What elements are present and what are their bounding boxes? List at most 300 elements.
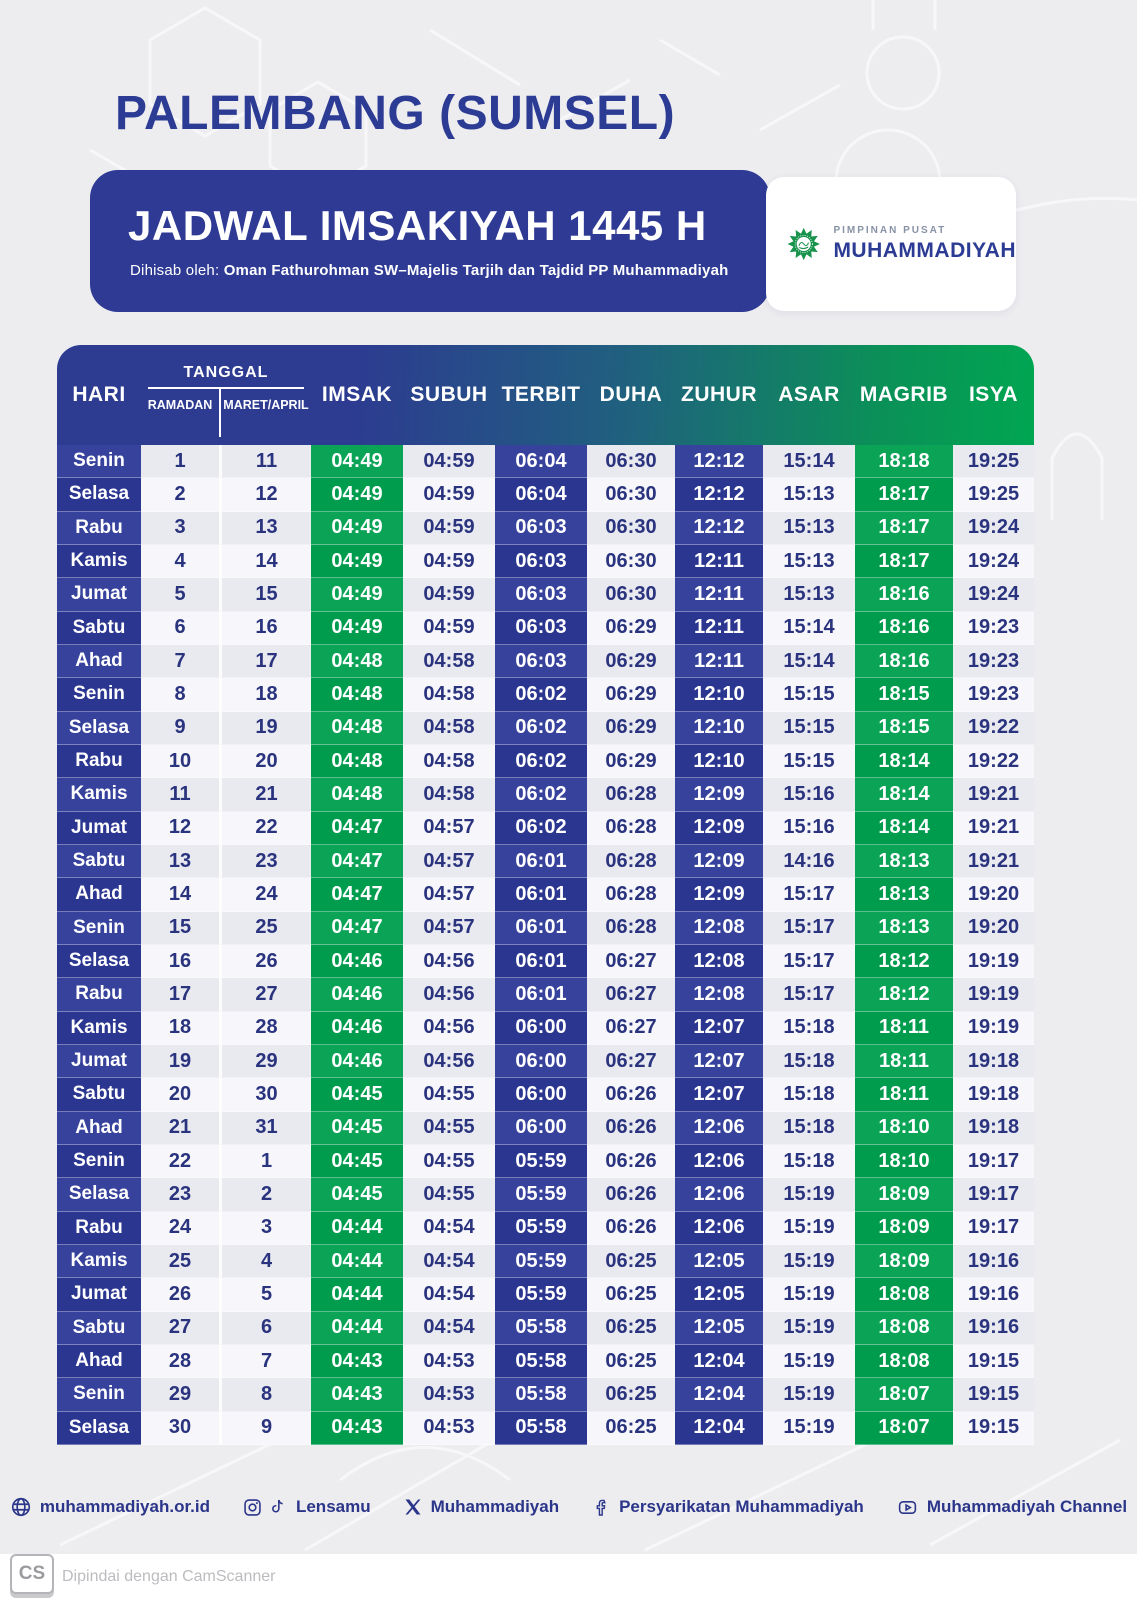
cell-imsak: 04:49 — [311, 612, 403, 645]
cell-terbit: 06:00 — [495, 1045, 587, 1078]
cell-imsak: 04:44 — [311, 1212, 403, 1245]
cell-maret-april: 5 — [219, 1278, 311, 1311]
cell-subuh: 04:53 — [403, 1378, 495, 1411]
cell-magrib: 18:10 — [855, 1112, 953, 1145]
cell-subuh: 04:53 — [403, 1412, 495, 1445]
cell-imsak: 04:47 — [311, 812, 403, 845]
cell-isya: 19:19 — [953, 1012, 1034, 1045]
cell-duha: 06:26 — [587, 1178, 675, 1211]
cell-zuhur: 12:07 — [675, 1045, 763, 1078]
cell-magrib: 18:09 — [855, 1178, 953, 1211]
cell-zuhur: 12:07 — [675, 1078, 763, 1111]
cell-ramadan: 2 — [141, 478, 219, 511]
cell-magrib: 18:13 — [855, 912, 953, 945]
cell-duha: 06:29 — [587, 745, 675, 778]
cell-asar: 15:15 — [763, 745, 855, 778]
social-item-icons — [896, 1497, 919, 1518]
cell-zuhur: 12:11 — [675, 578, 763, 611]
cell-terbit: 06:03 — [495, 612, 587, 645]
cell-maret-april: 18 — [219, 678, 311, 711]
cell-hari: Ahad — [57, 645, 141, 678]
cell-maret-april: 24 — [219, 878, 311, 911]
cell-duha: 06:25 — [587, 1245, 675, 1278]
column-header-isya: ISYA — [968, 383, 1019, 406]
cell-maret-april: 21 — [219, 778, 311, 811]
cell-isya: 19:21 — [953, 845, 1034, 878]
cell-maret-april: 8 — [219, 1378, 311, 1411]
cell-duha: 06:27 — [587, 978, 675, 1011]
table-row — [57, 1312, 1034, 1345]
youtube-icon — [896, 1497, 919, 1518]
column-header-ramadan: RAMADAN — [147, 397, 213, 412]
table-row — [57, 712, 1034, 745]
cell-zuhur: 12:09 — [675, 778, 763, 811]
cell-asar: 15:18 — [763, 1078, 855, 1111]
cell-magrib: 18:11 — [855, 1045, 953, 1078]
cell-isya: 19:15 — [953, 1412, 1034, 1445]
table-row — [57, 1378, 1034, 1411]
cell-hari: Senin — [57, 1145, 141, 1178]
cell-imsak: 04:49 — [311, 478, 403, 511]
cell-terbit: 06:02 — [495, 778, 587, 811]
cell-hari: Kamis — [57, 545, 141, 578]
cell-duha: 06:28 — [587, 778, 675, 811]
cell-terbit: 06:02 — [495, 745, 587, 778]
cell-zuhur: 12:04 — [675, 1412, 763, 1445]
cell-ramadan: 3 — [141, 512, 219, 545]
cell-magrib: 18:15 — [855, 678, 953, 711]
cell-isya: 19:21 — [953, 812, 1034, 845]
cell-zuhur: 12:09 — [675, 878, 763, 911]
cell-maret-april: 11 — [219, 445, 311, 478]
cell-ramadan: 21 — [141, 1112, 219, 1145]
imsakiyah-table — [57, 345, 1034, 1445]
table-row — [57, 778, 1034, 811]
cell-hari: Kamis — [57, 1012, 141, 1045]
cell-maret-april: 17 — [219, 645, 311, 678]
column-header-asar: ASAR — [778, 383, 840, 406]
cell-hari: Selasa — [57, 945, 141, 978]
cell-subuh: 04:56 — [403, 1012, 495, 1045]
cell-ramadan: 28 — [141, 1345, 219, 1378]
cell-subuh: 04:54 — [403, 1278, 495, 1311]
cell-imsak: 04:45 — [311, 1078, 403, 1111]
cell-terbit: 06:04 — [495, 478, 587, 511]
cell-magrib: 18:08 — [855, 1312, 953, 1345]
cell-duha: 06:26 — [587, 1212, 675, 1245]
cell-maret-april: 30 — [219, 1078, 311, 1111]
cell-asar: 15:17 — [763, 978, 855, 1011]
cell-duha: 06:30 — [587, 578, 675, 611]
cell-subuh: 04:53 — [403, 1345, 495, 1378]
cell-imsak: 04:46 — [311, 978, 403, 1011]
cell-asar: 15:15 — [763, 678, 855, 711]
cell-subuh: 04:59 — [403, 445, 495, 478]
cell-magrib: 18:18 — [855, 445, 953, 478]
cell-ramadan: 26 — [141, 1278, 219, 1311]
cell-magrib: 18:09 — [855, 1245, 953, 1278]
cell-zuhur: 12:04 — [675, 1378, 763, 1411]
cell-subuh: 04:55 — [403, 1178, 495, 1211]
cell-duha: 06:26 — [587, 1078, 675, 1111]
cell-hari: Jumat — [57, 1278, 141, 1311]
cell-magrib: 18:14 — [855, 812, 953, 845]
tanggal-subheaders — [141, 389, 311, 437]
cell-terbit: 05:59 — [495, 1178, 587, 1211]
cell-magrib: 18:16 — [855, 612, 953, 645]
cell-hari: Jumat — [57, 812, 141, 845]
cell-zuhur: 12:05 — [675, 1312, 763, 1345]
cell-duha: 06:25 — [587, 1312, 675, 1345]
cell-magrib: 18:17 — [855, 512, 953, 545]
cell-duha: 06:26 — [587, 1112, 675, 1145]
cell-isya: 19:18 — [953, 1078, 1034, 1111]
facebook-icon — [591, 1497, 611, 1518]
cell-ramadan: 27 — [141, 1312, 219, 1345]
cell-ramadan: 24 — [141, 1212, 219, 1245]
column-header-subuh: SUBUH — [410, 383, 488, 406]
cell-hari: Ahad — [57, 1345, 141, 1378]
cell-hari: Sabtu — [57, 1078, 141, 1111]
cell-asar: 14:16 — [763, 845, 855, 878]
cell-ramadan: 1 — [141, 445, 219, 478]
cell-duha: 06:25 — [587, 1278, 675, 1311]
cell-isya: 19:17 — [953, 1145, 1034, 1178]
cell-hari: Rabu — [57, 978, 141, 1011]
cell-subuh: 04:58 — [403, 712, 495, 745]
cell-subuh: 04:59 — [403, 545, 495, 578]
cell-zuhur: 12:06 — [675, 1112, 763, 1145]
cell-subuh: 04:55 — [403, 1145, 495, 1178]
cell-duha: 06:28 — [587, 812, 675, 845]
cell-imsak: 04:46 — [311, 1012, 403, 1045]
cell-hari: Ahad — [57, 878, 141, 911]
cell-terbit: 05:59 — [495, 1245, 587, 1278]
cell-maret-april: 20 — [219, 745, 311, 778]
cell-ramadan: 17 — [141, 978, 219, 1011]
cell-duha: 06:30 — [587, 545, 675, 578]
cell-zuhur: 12:12 — [675, 478, 763, 511]
cell-hari: Sabtu — [57, 845, 141, 878]
cell-subuh: 04:57 — [403, 812, 495, 845]
table-row — [57, 1112, 1034, 1145]
cell-subuh: 04:55 — [403, 1112, 495, 1145]
cell-asar: 15:14 — [763, 645, 855, 678]
cell-isya: 19:20 — [953, 912, 1034, 945]
cell-imsak: 04:48 — [311, 645, 403, 678]
cell-subuh: 04:55 — [403, 1078, 495, 1111]
cell-ramadan: 11 — [141, 778, 219, 811]
cell-imsak: 04:46 — [311, 945, 403, 978]
cell-zuhur: 12:05 — [675, 1278, 763, 1311]
cell-zuhur: 12:04 — [675, 1345, 763, 1378]
cell-isya: 19:15 — [953, 1345, 1034, 1378]
cell-imsak: 04:47 — [311, 912, 403, 945]
cell-maret-april: 4 — [219, 1245, 311, 1278]
cell-asar: 15:18 — [763, 1145, 855, 1178]
cell-maret-april: 23 — [219, 845, 311, 878]
table-row — [57, 978, 1034, 1011]
cell-ramadan: 20 — [141, 1078, 219, 1111]
cell-asar: 15:13 — [763, 478, 855, 511]
cell-asar: 15:19 — [763, 1278, 855, 1311]
column-header-tanggal: TANGGAL — [183, 363, 269, 381]
cell-terbit: 05:58 — [495, 1345, 587, 1378]
cell-zuhur: 12:08 — [675, 978, 763, 1011]
cell-hari: Kamis — [57, 1245, 141, 1278]
cell-ramadan: 23 — [141, 1178, 219, 1211]
cell-subuh: 04:54 — [403, 1245, 495, 1278]
cell-imsak: 04:49 — [311, 545, 403, 578]
cell-maret-april: 25 — [219, 912, 311, 945]
camscanner-logo: CS — [10, 1554, 54, 1594]
cell-isya: 19:25 — [953, 478, 1034, 511]
cell-terbit: 06:00 — [495, 1112, 587, 1145]
cell-asar: 15:19 — [763, 1345, 855, 1378]
cell-duha: 06:27 — [587, 945, 675, 978]
cell-isya: 19:17 — [953, 1212, 1034, 1245]
cell-terbit: 06:02 — [495, 712, 587, 745]
cell-ramadan: 29 — [141, 1378, 219, 1411]
cell-ramadan: 12 — [141, 812, 219, 845]
cell-imsak: 04:45 — [311, 1178, 403, 1211]
cell-terbit: 06:01 — [495, 945, 587, 978]
cell-ramadan: 18 — [141, 1012, 219, 1045]
cell-asar: 15:19 — [763, 1378, 855, 1411]
cell-imsak: 04:47 — [311, 878, 403, 911]
cell-terbit: 05:59 — [495, 1145, 587, 1178]
table-header — [57, 345, 1034, 445]
table-row — [57, 912, 1034, 945]
column-header-zuhur: ZUHUR — [681, 383, 757, 406]
cell-isya: 19:23 — [953, 645, 1034, 678]
cell-maret-april: 1 — [219, 1145, 311, 1178]
cell-zuhur: 12:09 — [675, 812, 763, 845]
cell-ramadan: 22 — [141, 1145, 219, 1178]
logo-text — [833, 225, 1016, 263]
cell-duha: 06:30 — [587, 478, 675, 511]
cell-zuhur: 12:10 — [675, 745, 763, 778]
cell-hari: Sabtu — [57, 612, 141, 645]
cell-isya: 19:19 — [953, 945, 1034, 978]
table-row — [57, 1045, 1034, 1078]
cell-hari: Senin — [57, 445, 141, 478]
cell-asar: 15:15 — [763, 712, 855, 745]
social-item-icons — [591, 1497, 611, 1518]
cell-ramadan: 13 — [141, 845, 219, 878]
cell-zuhur: 12:09 — [675, 845, 763, 878]
cell-maret-april: 9 — [219, 1412, 311, 1445]
cell-hari: Selasa — [57, 478, 141, 511]
logo-line1: PIMPINAN PUSAT — [833, 225, 947, 236]
cell-asar: 15:13 — [763, 545, 855, 578]
cell-asar: 15:13 — [763, 512, 855, 545]
cell-subuh: 04:57 — [403, 912, 495, 945]
cell-subuh: 04:56 — [403, 1045, 495, 1078]
cell-imsak: 04:49 — [311, 512, 403, 545]
cell-hari: Senin — [57, 912, 141, 945]
muhammadiyah-logo-card — [766, 177, 1016, 311]
cell-duha: 06:25 — [587, 1345, 675, 1378]
table-row — [57, 812, 1034, 845]
cell-isya: 19:24 — [953, 545, 1034, 578]
cell-imsak: 04:43 — [311, 1378, 403, 1411]
cell-duha: 06:28 — [587, 912, 675, 945]
table-row — [57, 1412, 1034, 1445]
table-row — [57, 478, 1034, 511]
cell-hari: Sabtu — [57, 1312, 141, 1345]
table-row — [57, 512, 1034, 545]
social-bar — [0, 1496, 1137, 1518]
cell-maret-april: 12 — [219, 478, 311, 511]
cell-hari: Rabu — [57, 512, 141, 545]
cell-imsak: 04:43 — [311, 1412, 403, 1445]
column-header-magrib: MAGRIB — [859, 383, 949, 406]
table-row — [57, 645, 1034, 678]
cell-isya: 19:24 — [953, 512, 1034, 545]
cell-terbit: 06:01 — [495, 878, 587, 911]
cell-terbit: 05:58 — [495, 1378, 587, 1411]
cell-maret-april: 13 — [219, 512, 311, 545]
column-header-tanggal-group — [141, 345, 311, 445]
cell-magrib: 18:16 — [855, 645, 953, 678]
cell-terbit: 06:03 — [495, 512, 587, 545]
cell-zuhur: 12:12 — [675, 512, 763, 545]
cell-hari: Selasa — [57, 1178, 141, 1211]
cell-terbit: 06:03 — [495, 578, 587, 611]
column-header-terbit: TERBIT — [501, 383, 581, 406]
cell-ramadan: 6 — [141, 612, 219, 645]
cell-zuhur: 12:11 — [675, 645, 763, 678]
cell-maret-april: 6 — [219, 1312, 311, 1345]
social-item-youtube — [896, 1497, 1127, 1518]
cell-maret-april: 31 — [219, 1112, 311, 1145]
cell-magrib: 18:09 — [855, 1212, 953, 1245]
cell-isya: 19:21 — [953, 778, 1034, 811]
cell-asar: 15:19 — [763, 1245, 855, 1278]
cell-terbit: 05:59 — [495, 1278, 587, 1311]
cell-isya: 19:16 — [953, 1278, 1034, 1311]
cell-zuhur: 12:06 — [675, 1212, 763, 1245]
cell-terbit: 06:03 — [495, 545, 587, 578]
social-item-x — [403, 1497, 559, 1517]
table-row — [57, 1278, 1034, 1311]
cell-ramadan: 5 — [141, 578, 219, 611]
cell-asar: 15:14 — [763, 445, 855, 478]
table-row — [57, 545, 1034, 578]
cell-imsak: 04:44 — [311, 1245, 403, 1278]
cell-terbit: 06:01 — [495, 845, 587, 878]
cell-terbit: 05:58 — [495, 1412, 587, 1445]
cell-asar: 15:18 — [763, 1045, 855, 1078]
cell-magrib: 18:13 — [855, 845, 953, 878]
table-row — [57, 612, 1034, 645]
cell-isya: 19:22 — [953, 712, 1034, 745]
cell-subuh: 04:57 — [403, 878, 495, 911]
cell-zuhur: 12:05 — [675, 1245, 763, 1278]
social-item-instagram — [242, 1497, 371, 1518]
cell-maret-april: 22 — [219, 812, 311, 845]
column-header-imsak: IMSAK — [321, 383, 393, 406]
table-row — [57, 878, 1034, 911]
cell-terbit: 06:01 — [495, 978, 587, 1011]
column-header-duha: DUHA — [599, 383, 663, 406]
cell-duha: 06:27 — [587, 1012, 675, 1045]
cell-duha: 06:25 — [587, 1378, 675, 1411]
cell-terbit: 05:58 — [495, 1312, 587, 1345]
cell-imsak: 04:45 — [311, 1145, 403, 1178]
cell-maret-april: 2 — [219, 1178, 311, 1211]
cell-imsak: 04:44 — [311, 1312, 403, 1345]
cell-imsak: 04:48 — [311, 745, 403, 778]
cell-asar: 15:18 — [763, 1112, 855, 1145]
cell-duha: 06:30 — [587, 445, 675, 478]
social-item-globe — [10, 1496, 210, 1518]
cell-ramadan: 10 — [141, 745, 219, 778]
cell-ramadan: 14 — [141, 878, 219, 911]
cell-isya: 19:18 — [953, 1112, 1034, 1145]
cell-maret-april: 26 — [219, 945, 311, 978]
cell-duha: 06:29 — [587, 712, 675, 745]
cell-subuh: 04:59 — [403, 612, 495, 645]
cell-duha: 06:30 — [587, 512, 675, 545]
camscanner-label: Dipindai dengan CamScanner — [62, 1568, 276, 1585]
table-row — [57, 445, 1034, 478]
cell-subuh: 04:59 — [403, 578, 495, 611]
cell-magrib: 18:15 — [855, 712, 953, 745]
cell-zuhur: 12:06 — [675, 1178, 763, 1211]
cell-terbit: 06:02 — [495, 812, 587, 845]
cell-ramadan: 19 — [141, 1045, 219, 1078]
cell-terbit: 06:04 — [495, 445, 587, 478]
cell-hari: Selasa — [57, 712, 141, 745]
social-item-label: Persyarikatan Muhammadiyah — [619, 1497, 864, 1516]
social-item-icons — [10, 1496, 32, 1518]
cell-maret-april: 14 — [219, 545, 311, 578]
cell-duha: 06:28 — [587, 845, 675, 878]
cell-subuh: 04:56 — [403, 978, 495, 1011]
cell-asar: 15:19 — [763, 1212, 855, 1245]
cell-duha: 06:27 — [587, 1045, 675, 1078]
cell-magrib: 18:11 — [855, 1012, 953, 1045]
column-header-hari: HARI — [72, 383, 126, 406]
time-column-headers — [311, 345, 1034, 445]
column-header-maret-april: MARET/APRIL — [219, 389, 311, 437]
cell-maret-april: 29 — [219, 1045, 311, 1078]
cell-maret-april: 27 — [219, 978, 311, 1011]
cell-subuh: 04:54 — [403, 1312, 495, 1345]
cell-isya: 19:22 — [953, 745, 1034, 778]
cell-ramadan: 9 — [141, 712, 219, 745]
schedule-banner — [90, 170, 770, 312]
table-row — [57, 1145, 1034, 1178]
cell-terbit: 06:02 — [495, 678, 587, 711]
table-row — [57, 1178, 1034, 1211]
cell-magrib: 18:12 — [855, 945, 953, 978]
cell-isya: 19:17 — [953, 1178, 1034, 1211]
table-row — [57, 1212, 1034, 1245]
table-row — [57, 745, 1034, 778]
cell-hari: Senin — [57, 1378, 141, 1411]
cell-isya: 19:16 — [953, 1312, 1034, 1345]
cell-subuh: 04:54 — [403, 1212, 495, 1245]
cell-hari: Rabu — [57, 1212, 141, 1245]
cell-isya: 19:23 — [953, 678, 1034, 711]
cell-ramadan: 30 — [141, 1412, 219, 1445]
cell-zuhur: 12:07 — [675, 1012, 763, 1045]
cell-isya: 19:16 — [953, 1245, 1034, 1278]
cell-duha: 06:29 — [587, 612, 675, 645]
